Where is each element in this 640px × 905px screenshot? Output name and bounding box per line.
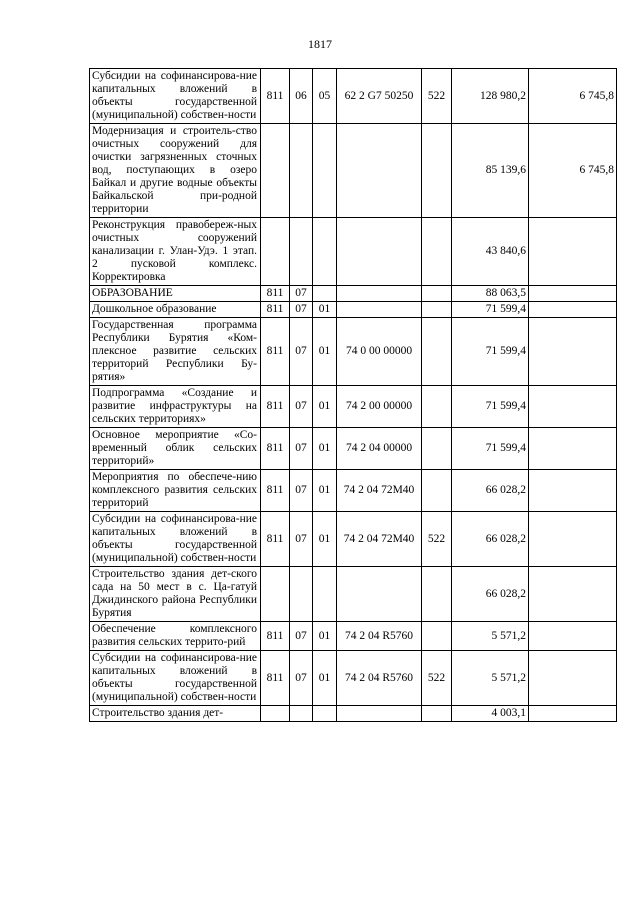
table-row — [90, 651, 617, 706]
target-article-cell — [337, 706, 422, 722]
amount-2-cell — [529, 286, 617, 302]
amount-2-cell — [529, 470, 617, 512]
section-code-cell: 07 — [290, 286, 313, 302]
row-name-cell: Государственная программа Республики Бурятия «Ком-плексное развитие сельских территорий Республики Бу-рятия» — [90, 318, 261, 386]
table-row — [90, 470, 617, 512]
amount-2-cell — [529, 622, 617, 651]
expense-type-cell — [422, 622, 452, 651]
section-code-cell — [290, 218, 313, 286]
target-article-cell: 74 2 04 R5760 — [337, 651, 422, 706]
section-code-cell: 07 — [290, 470, 313, 512]
budget-table — [89, 68, 617, 722]
admin-code-cell: 811 — [261, 286, 290, 302]
expense-type-cell — [422, 386, 452, 428]
row-name-cell: Субсидии на софинансирова-ние капитальных вложений в объекты государственной (муниципальной) собствен-ности — [90, 512, 261, 567]
expense-type-cell: 522 — [422, 69, 452, 124]
section-code-cell — [290, 706, 313, 722]
section-code-cell: 06 — [290, 69, 313, 124]
expense-type-cell: 522 — [422, 651, 452, 706]
subsection-code-cell: 01 — [313, 428, 337, 470]
expense-type-cell — [422, 302, 452, 318]
expense-type-cell — [422, 218, 452, 286]
section-code-cell: 07 — [290, 512, 313, 567]
target-article-cell: 74 2 04 00000 — [337, 428, 422, 470]
amount-cell: 128 980,2 — [452, 69, 529, 124]
row-name-cell: Модернизация и строитель-ство очистных сооружений для очистки загрязненных сточных вод, поступающих в озеро Байкал и другие водные объекты Байкальской при-родной территории — [90, 124, 261, 218]
admin-code-cell — [261, 124, 290, 218]
admin-code-cell: 811 — [261, 470, 290, 512]
amount-cell: 5 571,2 — [452, 622, 529, 651]
subsection-code-cell: 01 — [313, 318, 337, 386]
section-code-cell: 07 — [290, 318, 313, 386]
table-row — [90, 302, 617, 318]
section-code-cell: 07 — [290, 386, 313, 428]
amount-cell: 88 063,5 — [452, 286, 529, 302]
admin-code-cell: 811 — [261, 651, 290, 706]
amount-2-cell — [529, 512, 617, 567]
row-name-cell: Реконструкция правобереж-ных очистных сооружений канализации г. Улан-Удэ. 1 этап. 2 пусковой комплекс. Корректировка — [90, 218, 261, 286]
table-row — [90, 218, 617, 286]
subsection-code-cell: 01 — [313, 470, 337, 512]
amount-cell: 71 599,4 — [452, 302, 529, 318]
amount-cell: 71 599,4 — [452, 386, 529, 428]
subsection-code-cell: 05 — [313, 69, 337, 124]
target-article-cell — [337, 302, 422, 318]
subsection-code-cell: 01 — [313, 651, 337, 706]
target-article-cell: 74 2 04 R5760 — [337, 622, 422, 651]
amount-cell: 66 028,2 — [452, 470, 529, 512]
admin-code-cell: 811 — [261, 69, 290, 124]
row-name-cell: Дошкольное образование — [90, 302, 261, 318]
amount-2-cell — [529, 651, 617, 706]
section-code-cell — [290, 567, 313, 622]
admin-code-cell: 811 — [261, 622, 290, 651]
target-article-cell: 62 2 G7 50250 — [337, 69, 422, 124]
amount-2-cell — [529, 386, 617, 428]
target-article-cell — [337, 218, 422, 286]
target-article-cell: 74 0 00 00000 — [337, 318, 422, 386]
section-code-cell — [290, 124, 313, 218]
row-name-cell: ОБРАЗОВАНИЕ — [90, 286, 261, 302]
table-row — [90, 567, 617, 622]
amount-cell: 71 599,4 — [452, 318, 529, 386]
table-row — [90, 706, 617, 722]
expense-type-cell — [422, 706, 452, 722]
expense-type-cell — [422, 428, 452, 470]
target-article-cell — [337, 124, 422, 218]
amount-2-cell — [529, 567, 617, 622]
admin-code-cell: 811 — [261, 318, 290, 386]
amount-cell: 43 840,6 — [452, 218, 529, 286]
expense-type-cell — [422, 318, 452, 386]
row-name-cell: Строительство здания дет-ского сада на 50 мест в с. Ца-гатуй Джидинского района Республики Бурятия — [90, 567, 261, 622]
subsection-code-cell — [313, 567, 337, 622]
target-article-cell — [337, 286, 422, 302]
section-code-cell: 07 — [290, 651, 313, 706]
row-name-cell: Обеспечение комплексного развития сельских террито-рий — [90, 622, 261, 651]
table-row — [90, 386, 617, 428]
subsection-code-cell: 01 — [313, 512, 337, 567]
admin-code-cell — [261, 567, 290, 622]
admin-code-cell — [261, 218, 290, 286]
amount-cell: 4 003,1 — [452, 706, 529, 722]
admin-code-cell — [261, 706, 290, 722]
amount-cell: 85 139,6 — [452, 124, 529, 218]
row-name-cell: Субсидии на софинансирова-ние капитальных вложений в объекты государственной (муниципальной) собствен-ности — [90, 69, 261, 124]
subsection-code-cell — [313, 706, 337, 722]
target-article-cell: 74 2 00 00000 — [337, 386, 422, 428]
section-code-cell: 07 — [290, 302, 313, 318]
target-article-cell — [337, 567, 422, 622]
section-code-cell: 07 — [290, 428, 313, 470]
row-name-cell: Мероприятия по обеспече-нию комплексного развития сельских территорий — [90, 470, 261, 512]
table-row — [90, 124, 617, 218]
admin-code-cell: 811 — [261, 428, 290, 470]
section-code-cell: 07 — [290, 622, 313, 651]
page-number: 1817 — [308, 37, 332, 51]
amount-cell: 71 599,4 — [452, 428, 529, 470]
amount-2-cell — [529, 218, 617, 286]
expense-type-cell — [422, 567, 452, 622]
subsection-code-cell: 01 — [313, 302, 337, 318]
subsection-code-cell — [313, 286, 337, 302]
table-row — [90, 622, 617, 651]
admin-code-cell: 811 — [261, 386, 290, 428]
expense-type-cell — [422, 286, 452, 302]
row-name-cell: Субсидии на софинансирова-ние капитальных вложений в объекты государственной (муниципальной) собствен-ности — [90, 651, 261, 706]
amount-cell: 5 571,2 — [452, 651, 529, 706]
table-row — [90, 428, 617, 470]
expense-type-cell — [422, 124, 452, 218]
amount-2-cell: 6 745,8 — [529, 69, 617, 124]
target-article-cell: 74 2 04 72M40 — [337, 470, 422, 512]
amount-2-cell — [529, 302, 617, 318]
subsection-code-cell: 01 — [313, 386, 337, 428]
table-row — [90, 286, 617, 302]
admin-code-cell: 811 — [261, 512, 290, 567]
subsection-code-cell — [313, 124, 337, 218]
amount-2-cell — [529, 428, 617, 470]
table-row — [90, 318, 617, 386]
amount-2-cell — [529, 706, 617, 722]
row-name-cell: Подпрограмма «Создание и развитие инфраструктуры на сельских территориях» — [90, 386, 261, 428]
target-article-cell: 74 2 04 72M40 — [337, 512, 422, 567]
amount-2-cell — [529, 318, 617, 386]
subsection-code-cell: 01 — [313, 622, 337, 651]
row-name-cell: Основное мероприятие «Со-временный облик сельских территорий» — [90, 428, 261, 470]
subsection-code-cell — [313, 218, 337, 286]
table-row — [90, 512, 617, 567]
admin-code-cell: 811 — [261, 302, 290, 318]
amount-cell: 66 028,2 — [452, 567, 529, 622]
amount-2-cell: 6 745,8 — [529, 124, 617, 218]
expense-type-cell: 522 — [422, 512, 452, 567]
amount-cell: 66 028,2 — [452, 512, 529, 567]
table-row — [90, 69, 617, 124]
row-name-cell: Строительство здания дет- — [90, 706, 261, 722]
expense-type-cell — [422, 470, 452, 512]
